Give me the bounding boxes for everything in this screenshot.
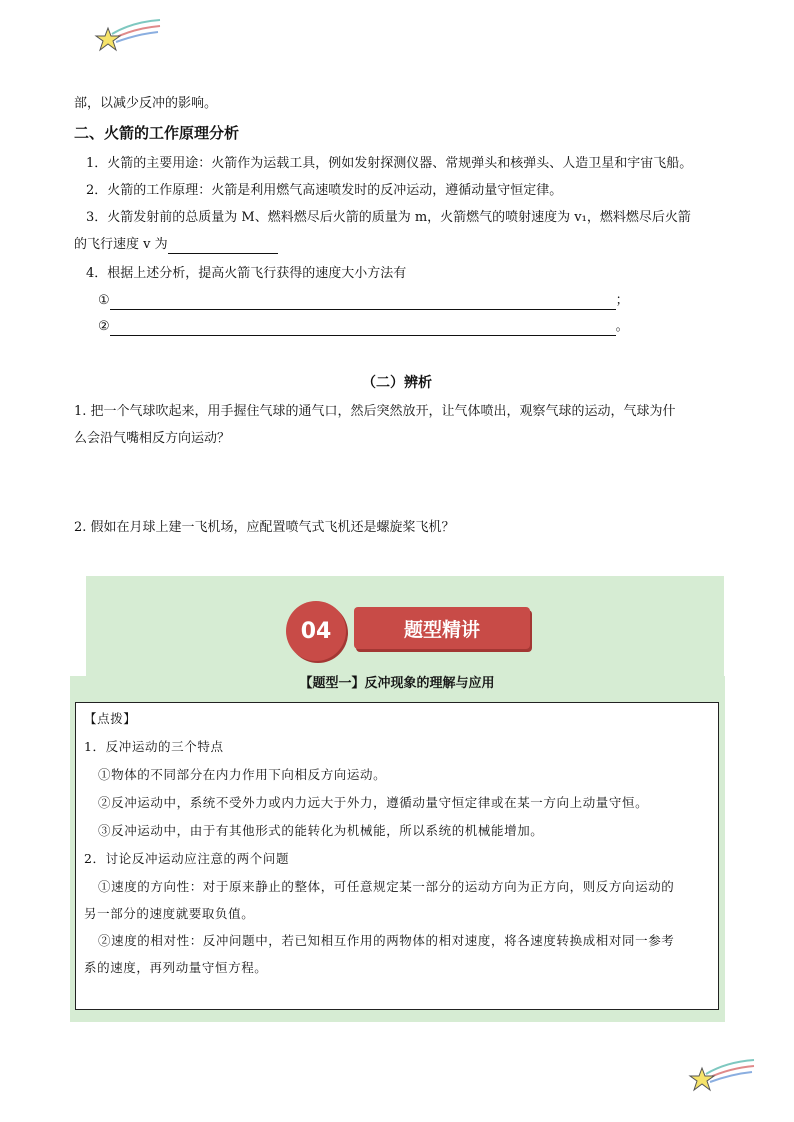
item-1: 1．火箭的主要用途：火箭作为运载工具，例如发射探测仪器、常规弹头和核弹头、人造卫星和宇宙飞船。 [86,156,693,171]
analysis-title: （二）辨析 [362,375,432,391]
answer-line-1-prefix: ① [98,293,110,308]
tips-point-2b-line-2: 系的速度，再列动量守恒方程。 [84,960,268,975]
answer-line-2 [98,318,629,336]
star-decoration-icon [92,16,164,56]
answer-line-1 [98,292,629,310]
topic-title: 【题型一】反冲现象的理解与应用 [299,676,495,691]
question-1-line-2: 么会沿气嘴相反方向运动？ [74,431,231,446]
answer-blank-2[interactable] [110,321,616,336]
tips-point-2a-line-1: ①速度的方向性：对于原来静止的整体，可任意规定某一部分的运动方向为正方向，则反方向运动的 [98,879,675,894]
tips-point-1c: ③反冲运动中，由于有其他形式的能转化为机械能，所以系统的机械能增加。 [98,823,544,838]
tips-point-2: 2．讨论反冲运动应注意的两个问题 [84,851,290,866]
answer-line-2-suffix: 。 [615,319,629,334]
item-3-line-2 [74,236,278,254]
section-label-badge: 题型精讲 [354,607,530,649]
section-title: 二、火箭的工作原理分析 [74,124,240,142]
tips-point-1b: ②反冲运动中，系统不受外力或内力远大于外力，遵循动量守恒定律或在某一方向上动量守恒。 [98,795,649,810]
tips-point-1: 1．反冲运动的三个特点 [84,739,224,754]
question-1-line-1: 1. 把一个气球吹起来，用手握住气球的通气口，然后突然放开，让气体喷出，观察气球的运动，气球为什 [74,404,676,419]
tips-point-2b-line-1: ②速度的相对性：反冲问题中，若已知相互作用的两物体的相对速度，将各速度转换成相对同一参考 [98,933,675,948]
star-decoration-icon [686,1056,758,1096]
question-2: 2. 假如在月球上建一飞机场，应配置喷气式飞机还是螺旋桨飞机？ [74,520,455,535]
section-number-badge: 04 [286,601,346,661]
item-3-line-1: 3．火箭发射前的总质量为 M、燃料燃尽后火箭的质量为 m，火箭燃气的喷射速度为 v₁，燃料燃尽后火箭 [86,210,691,225]
intro-tail-text: 部，以减少反冲的影响。 [74,96,218,111]
item-2: 2．火箭的工作原理：火箭是利用燃气高速喷发时的反冲运动，遵循动量守恒定律。 [86,183,563,198]
item-3-line-2-text: 的飞行速度 v 为 [74,237,168,252]
answer-line-2-prefix: ② [98,319,110,334]
answer-line-1-suffix: ； [615,293,629,308]
item-4: 4．根据上述分析，提高火箭飞行获得的速度大小方法有 [86,266,407,281]
answer-blank-velocity[interactable] [168,239,278,254]
tips-point-1a: ①物体的不同部分在内力作用下向相反方向运动。 [98,767,387,782]
answer-blank-1[interactable] [110,295,616,310]
tips-box [75,702,719,1010]
tips-heading: 【点拨】 [84,711,137,726]
tips-point-2a-line-2: 另一部分的速度就要取负值。 [84,906,255,921]
